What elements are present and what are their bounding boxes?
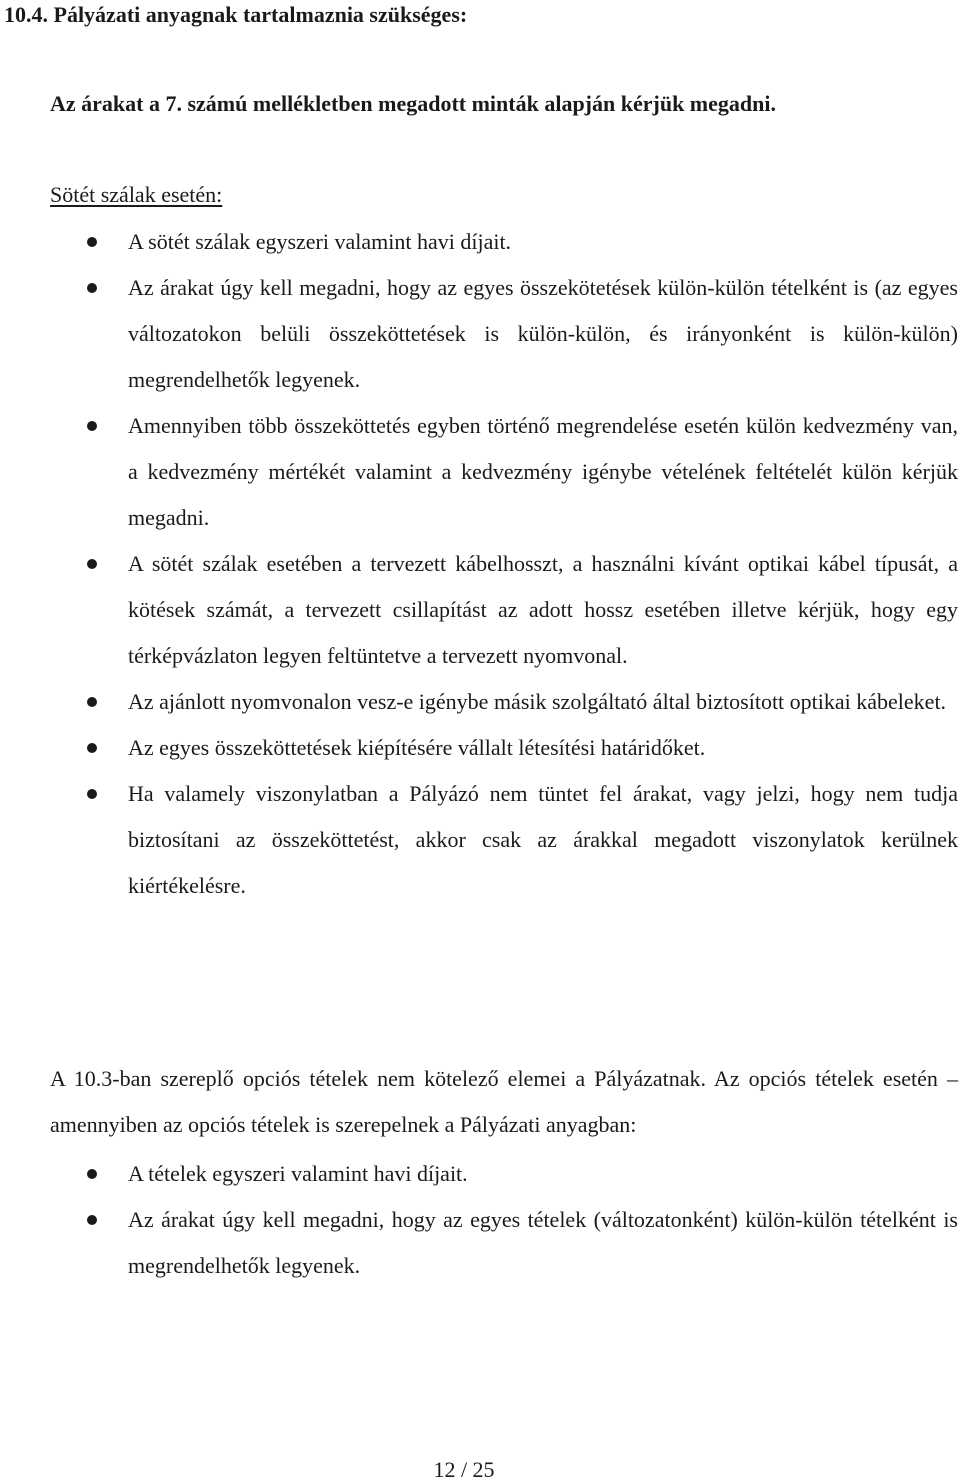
dark-fiber-section-label: Sötét szálak esetén: <box>50 182 223 207</box>
list-item-text: Az árakat úgy kell megadni, hogy az egyes tételek (változatonként) külön-külön tételként is megrendelhetők legyenek. <box>128 1207 958 1278</box>
list-item-text: A tételek egyszeri valamint havi díjait. <box>128 1161 468 1186</box>
optional-items-list <box>0 1151 960 1289</box>
bullet-icon <box>87 743 97 753</box>
list-item-text: Az árakat úgy kell megadni, hogy az egyes összekötetések külön-külön tételként is (az egyes változatokon belüli összeköttetések is külön-külön, és irányonként is külön-külön) megrendelhetők legyenek. <box>128 275 958 392</box>
list-item-text: A sötét szálak esetében a tervezett kábelhosszt, a használni kívánt optikai kábel típusát, a kötések számát, a tervezett csillapítást az adott hossz esetében illetve kérjük, hogy egy térképvázlaton legyen feltüntetve a tervezett nyomvonal. <box>128 551 958 668</box>
list-item <box>0 403 960 541</box>
list-item <box>0 1197 960 1289</box>
section-heading: 10.4. Pályázati anyagnak tartalmaznia szükséges: <box>4 2 468 27</box>
list-item-text: A sötét szálak egyszeri valamint havi díjait. <box>128 229 512 254</box>
list-item <box>0 679 960 725</box>
dark-fiber-requirements-list <box>0 219 960 909</box>
optional-items-paragraph: A 10.3-ban szereplő opciós tételek nem kötelező elemei a Pályázatnak. Az opciós tételek esetén – amennyiben az opciós tételek is szerepelnek a Pályázati anyagban: <box>50 1066 958 1137</box>
bullet-icon <box>87 789 97 799</box>
subheading: Az árakat a 7. számú mellékletben megadott minták alapján kérjük megadni. <box>50 91 776 116</box>
bullet-icon <box>87 1169 97 1179</box>
page-number: 12 / 25 <box>433 1457 495 1482</box>
bullet-icon <box>87 559 97 569</box>
list-item <box>0 1151 960 1197</box>
bullet-icon <box>87 421 97 431</box>
list-item <box>0 219 960 265</box>
list-item-text: Amennyiben több összeköttetés egyben történő megrendelése esetén külön kedvezmény van, a kedvezmény mértékét valamint a kedvezmény igénybe vételének feltételét külön kérjük megadni. <box>128 413 958 530</box>
bullet-icon <box>87 237 97 247</box>
list-item <box>0 541 960 679</box>
list-item <box>0 265 960 403</box>
bullet-icon <box>87 283 97 293</box>
bullet-icon <box>87 1215 97 1225</box>
list-item-text: Az ajánlott nyomvonalon vesz-e igénybe másik szolgáltató által biztosított optikai kábeleket. <box>128 689 947 714</box>
bullet-icon <box>87 697 97 707</box>
list-item <box>0 771 960 909</box>
list-item <box>0 725 960 771</box>
list-item-text: Ha valamely viszonylatban a Pályázó nem tüntet fel árakat, vagy jelzi, hogy nem tudja biztosítani az összeköttetést, akkor csak az árakkal megadott viszonylatok kerülnek kiértékelésre. <box>128 781 958 898</box>
list-item-text: Az egyes összeköttetések kiépítésére vállalt létesítési határidőket. <box>128 735 706 760</box>
